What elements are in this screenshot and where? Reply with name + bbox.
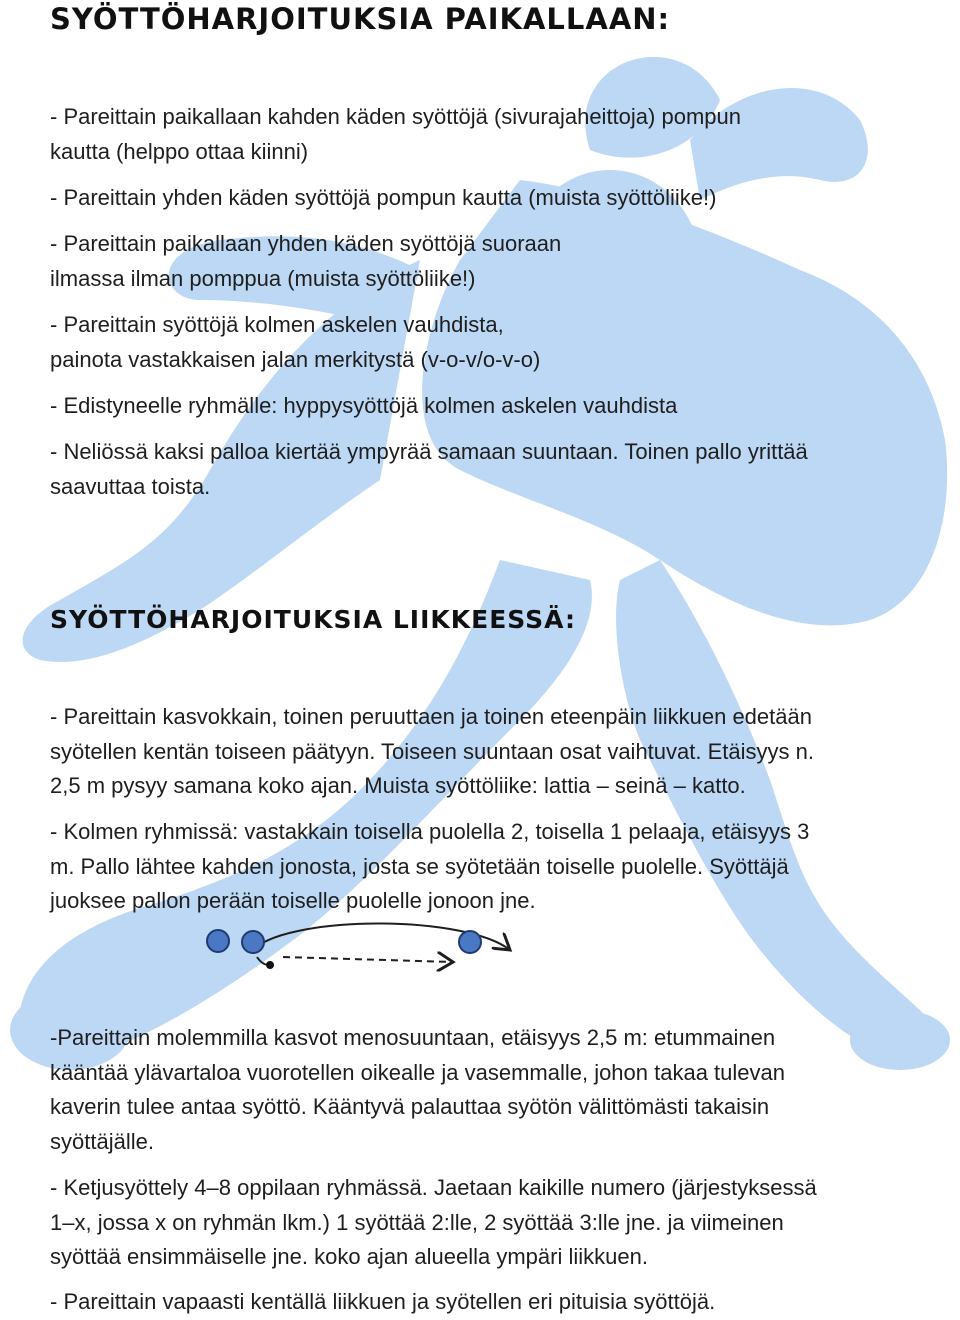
drill-item	[50, 389, 677, 424]
text-line: juoksee pallon perään toiselle puolelle jonoon jne.	[50, 888, 536, 913]
text-line: - Kolmen ryhmissä: vastakkain toisella puolella 2, toisella 1 pelaaja, etäisyys 3	[50, 819, 810, 844]
drill-item	[50, 1021, 785, 1159]
text-line: 1–x, jossa x on ryhmän lkm.) 1 syöttää 2:lle, 2 syöttää 3:lle jne. ja viimeinen	[50, 1209, 784, 1235]
text-line: - Pareittain yhden käden syöttöjä pompun kautta (muista syöttöliike!)	[50, 185, 717, 210]
drill-item	[50, 181, 716, 216]
drill-item	[50, 815, 809, 919]
text-line: kääntää ylävartaloa vuorotellen oikealle ja vasemmalle, johon takaa tulevan	[50, 1059, 786, 1085]
text-line: syöttää ensimmäiselle jne. koko ajan alueella ympäri liikkuen.	[50, 1244, 648, 1269]
text-line: kaverin tulee antaa syöttö. Kääntyvä palauttaa syötön välittömästi takaisin	[50, 1094, 770, 1119]
text-line: syötellen kentän toiseen päätyyn. Toiseen suuntaan osat vaihtuvat. Etäisyys n.	[50, 738, 814, 764]
section-heading-stationary: SYÖTTÖHARJOITUKSIA PAIKALLAAN:	[50, 2, 671, 36]
drill-item	[50, 308, 540, 377]
text-line: - Pareittain paikallaan yhden käden syöttöjä suoraan	[50, 231, 562, 256]
section-heading-moving: SYÖTTÖHARJOITUKSIA LIIKKEESSÄ:	[50, 605, 576, 634]
text-line: saavuttaa toista.	[50, 473, 211, 499]
text-line: - Pareittain kasvokkain, toinen peruuttaen ja toinen eteenpäin liikkuen edetään	[50, 704, 812, 729]
player-marker	[242, 931, 264, 953]
text-line: - Pareittain paikallaan kahden käden syöttöjä (sivurajaheittoja) pompun	[50, 104, 741, 129]
text-line: ilmassa ilman pomppua (muista syöttöliike!)	[50, 265, 476, 291]
text-line: - Pareittain syöttöjä kolmen askelen vauhdista,	[50, 312, 504, 337]
text-line: -Pareittain molemmilla kasvot menosuuntaan, etäisyys 2,5 m: etummainen	[50, 1025, 776, 1050]
player-marker	[207, 930, 229, 952]
text-line: kautta (helppo ottaa kiinni)	[50, 138, 309, 164]
text-line: - Pareittain vapaasti kentällä liikkuen ja syötellen eri pituisia syöttöjä.	[50, 1289, 716, 1314]
text-line: - Neliössä kaksi palloa kiertää ympyrää samaan suuntaan. Toinen pallo yrittää	[50, 439, 808, 464]
text-line: syöttäjälle.	[50, 1128, 154, 1154]
text-line: - Ketjusyöttely 4–8 oppilaan ryhmässä. Jaetaan kaikille numero (järjestyksessä	[50, 1175, 817, 1200]
drill-item	[50, 227, 561, 296]
drill-item	[50, 700, 814, 804]
text-line: - Edistyneelle ryhmälle: hyppysyöttöjä kolmen askelen vauhdista	[50, 393, 678, 418]
text-line: m. Pallo lähtee kahden jonosta, josta se syötetään toiselle puolelle. Syöttäjä	[50, 853, 789, 879]
run-arrow	[283, 957, 453, 962]
text-line: painota vastakkaisen jalan merkitystä (v-o-v/o-v-o)	[50, 346, 541, 372]
drill-item	[50, 1171, 817, 1275]
drill-item	[50, 435, 808, 504]
drill-item	[50, 100, 741, 169]
text-line: 2,5 m pysyy samana koko ajan. Muista syöttöliike: lattia – seinä – katto.	[50, 773, 746, 798]
player-marker	[459, 931, 481, 953]
player-marker	[266, 961, 274, 969]
passing-drill-diagram-icon	[195, 915, 525, 980]
drill-item	[50, 1285, 715, 1320]
